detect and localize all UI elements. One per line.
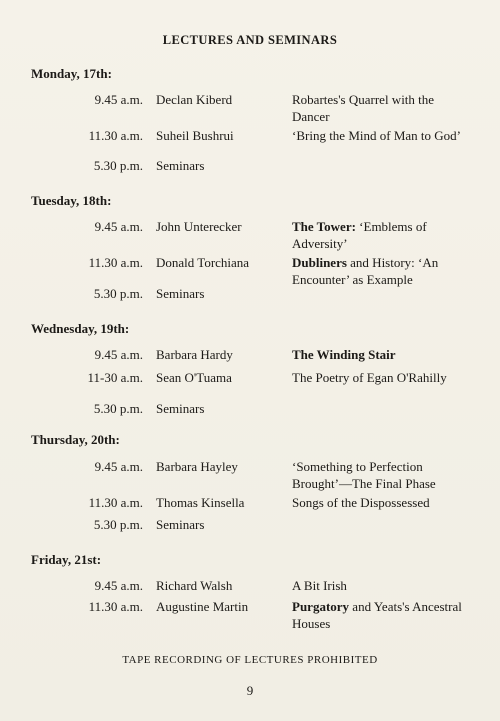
session-time: 11.30 a.m. bbox=[88, 495, 143, 510]
session-time: 5.30 p.m. bbox=[93, 286, 143, 301]
session-time: 11.30 a.m. bbox=[88, 255, 143, 270]
session-title-text: and History: ‘An Encounter’ as Example bbox=[292, 255, 439, 287]
session-title bbox=[292, 577, 462, 594]
session-title-text: ‘Something to Perfection Brought’—The Final Phase bbox=[292, 459, 436, 491]
session-title-text: The Poetry of Egan O'Rahilly bbox=[292, 370, 447, 385]
session-time: 5.30 p.m. bbox=[93, 158, 143, 173]
session-title bbox=[292, 494, 462, 511]
day-heading: Thursday, 20th: bbox=[31, 432, 120, 447]
day-heading: Tuesday, 18th: bbox=[31, 193, 112, 208]
session-time: 9.45 a.m. bbox=[94, 92, 143, 107]
session-speaker: Declan Kiberd bbox=[156, 92, 233, 107]
session-title-bold: The Tower: bbox=[292, 219, 356, 234]
session-title-bold: The Winding Stair bbox=[292, 347, 396, 362]
session-time: 5.30 p.m. bbox=[93, 401, 143, 416]
session-speaker: Barbara Hayley bbox=[156, 459, 238, 474]
session-time: 9.45 a.m. bbox=[94, 219, 143, 234]
page-title: LECTURES AND SEMINARS bbox=[162, 33, 338, 47]
session-time: 11.30 a.m. bbox=[88, 599, 143, 614]
footer-notice: TAPE RECORDING OF LECTURES PROHIBITED bbox=[122, 654, 378, 666]
session-title-text: Songs of the Dispossessed bbox=[292, 495, 430, 510]
session-title-text: ‘Emblems of Adversity’ bbox=[292, 219, 427, 251]
session-speaker: Augustine Martin bbox=[156, 599, 249, 614]
session-speaker: Barbara Hardy bbox=[156, 347, 233, 362]
session-speaker: Sean O'Tuama bbox=[156, 370, 232, 385]
page-number: 9 bbox=[246, 683, 254, 698]
session-speaker: Seminars bbox=[156, 401, 205, 416]
session-title-text: and Yeats's Ancestral Houses bbox=[292, 599, 462, 631]
session-speaker: Donald Torchiana bbox=[156, 255, 250, 270]
day-heading: Wednesday, 19th: bbox=[31, 321, 130, 336]
session-speaker: Thomas Kinsella bbox=[156, 495, 245, 510]
day-heading: Monday, 17th: bbox=[31, 66, 112, 81]
session-title bbox=[292, 254, 462, 288]
session-title bbox=[292, 346, 462, 363]
session-speaker: Richard Walsh bbox=[156, 578, 233, 593]
session-time: 9.45 a.m. bbox=[94, 347, 143, 362]
session-title-bold: Dubliners bbox=[292, 255, 347, 270]
session-time: 5.30 p.m. bbox=[93, 517, 143, 532]
session-speaker: Seminars bbox=[156, 517, 205, 532]
session-time: 9.45 a.m. bbox=[94, 459, 143, 474]
session-title-text: A Bit Irish bbox=[292, 578, 347, 593]
day-heading: Friday, 21st: bbox=[31, 552, 102, 567]
session-speaker: Seminars bbox=[156, 286, 205, 301]
session-title bbox=[292, 91, 462, 125]
session-title bbox=[292, 458, 462, 492]
session-title bbox=[292, 127, 462, 144]
session-title bbox=[292, 369, 462, 386]
session-title bbox=[292, 598, 462, 632]
session-speaker: Suheil Bushrui bbox=[156, 128, 234, 143]
session-title-text: Robartes's Quarrel with the Dancer bbox=[292, 92, 435, 124]
session-time: 11-30 a.m. bbox=[87, 370, 143, 385]
session-speaker: Seminars bbox=[156, 158, 205, 173]
session-title-text: ‘Bring the Mind of Man to God’ bbox=[292, 128, 461, 143]
session-speaker: John Unterecker bbox=[156, 219, 242, 234]
session-time: 11.30 a.m. bbox=[88, 128, 143, 143]
session-title bbox=[292, 218, 462, 252]
session-title-bold: Purgatory bbox=[292, 599, 350, 614]
session-time: 9.45 a.m. bbox=[94, 578, 143, 593]
